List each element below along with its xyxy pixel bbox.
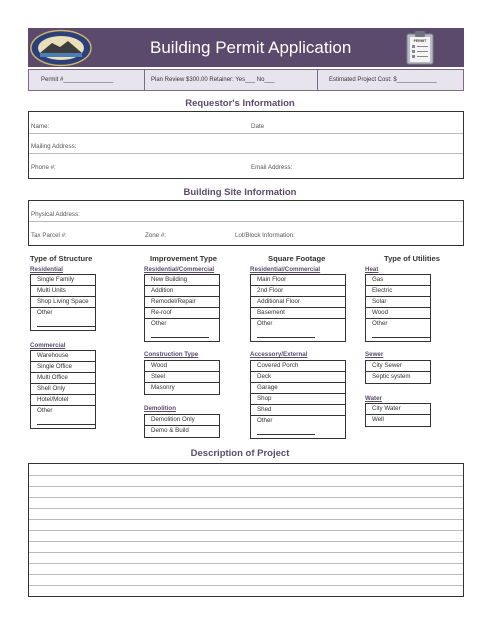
construction-list	[144, 360, 220, 395]
accessory-list	[250, 360, 346, 439]
option-deck[interactable]: Deck	[251, 372, 345, 383]
option-city-water[interactable]: City Water	[366, 404, 430, 415]
option-footage-other[interactable]: Other	[251, 319, 345, 341]
option-commercial-other[interactable]: Other	[31, 406, 95, 428]
accessory-label: Accessory/External	[250, 351, 308, 358]
description-rule-line	[29, 475, 463, 476]
email-field[interactable]: Email Address:	[251, 164, 293, 171]
mailing-address-field[interactable]: Mailing Address:	[31, 143, 77, 150]
description-rule-line	[29, 574, 463, 575]
description-rule-line	[29, 486, 463, 487]
site-section-title: Building Site Information	[183, 187, 297, 198]
option-re-roof[interactable]: Re-roof	[145, 308, 219, 319]
option-demo-build[interactable]: Demo & Build	[151, 427, 189, 434]
option-heat-wood[interactable]: Wood	[366, 308, 430, 319]
sewer-list	[365, 360, 431, 384]
option-remodel-repair[interactable]: Remodel/Repair	[145, 297, 219, 308]
option-septic-system[interactable]: Septic system	[372, 373, 411, 380]
requestor-box	[28, 111, 464, 179]
description-rule-line	[29, 563, 463, 564]
page-title: Building Permit Application	[150, 38, 352, 57]
description-rule-line	[29, 530, 463, 531]
option-2nd-floor[interactable]: 2nd Floor	[251, 286, 345, 297]
physical-address-field[interactable]: Physical Address:	[31, 211, 80, 218]
water-label: Water	[365, 395, 382, 402]
option-additional-floor[interactable]: Additional Floor	[251, 297, 345, 308]
option-hotel-motel[interactable]: Hotel/Motel	[31, 395, 95, 406]
sewer-label: Sewer	[365, 351, 384, 358]
option-demolition-only[interactable]: Demolition Only	[145, 415, 219, 426]
option-multi-units[interactable]: Multi Units	[31, 286, 95, 297]
permit-clipboard-icon	[406, 31, 434, 65]
residential-label: Residential	[30, 266, 64, 273]
option-masonry[interactable]: Masonry	[151, 384, 175, 391]
improvement-res-com-label: Residential/Commercial	[144, 266, 215, 273]
water-list	[365, 403, 431, 427]
date-field[interactable]: Date	[251, 123, 265, 130]
tax-parcel-field[interactable]: Tax Parcel #:	[31, 232, 67, 239]
demolition-label: Demolition	[144, 405, 176, 412]
option-heat-other[interactable]: Other	[366, 319, 430, 341]
option-shop-living-space[interactable]: Shop Living Space	[31, 297, 95, 308]
description-textarea[interactable]	[28, 463, 464, 597]
option-accessory-other[interactable]: Other	[251, 416, 345, 438]
option-gas[interactable]: Gas	[366, 275, 430, 286]
option-well[interactable]: Well	[372, 416, 384, 423]
footage-res-com-label: Residential/Commercial	[250, 266, 321, 273]
zone-field[interactable]: Zone #:	[145, 232, 166, 239]
option-electric[interactable]: Electric	[366, 286, 430, 297]
description-rule-line	[29, 497, 463, 498]
option-city-sewer[interactable]: City Sewer	[366, 361, 430, 372]
option-shop[interactable]: Shop	[251, 394, 345, 405]
option-multi-office[interactable]: Multi Office	[31, 373, 95, 384]
structure-heading: Type of Structure	[30, 254, 93, 263]
option-solar[interactable]: Solar	[366, 297, 430, 308]
option-addition[interactable]: Addition	[145, 286, 219, 297]
footage-heading: Square Footage	[268, 254, 326, 263]
plan-review-field[interactable]: Plan Review $300.00 Retainer: Yes___ No___	[151, 77, 275, 83]
heat-list	[365, 274, 431, 342]
option-basement[interactable]: Basement	[251, 308, 345, 319]
site-box	[28, 200, 464, 246]
requestor-section-title: Requestor's Information	[185, 98, 295, 109]
commercial-structure-list	[30, 350, 96, 429]
option-new-building[interactable]: New Building	[145, 275, 219, 286]
option-improvement-other[interactable]: Other	[145, 319, 219, 341]
option-single-office[interactable]: Single Office	[31, 362, 95, 373]
description-rule-line	[29, 541, 463, 542]
town-seal-logo	[30, 29, 92, 67]
phone-field[interactable]: Phone #:	[31, 164, 56, 171]
option-covered-porch[interactable]: Covered Porch	[251, 361, 345, 372]
option-warehouse[interactable]: Warehouse	[31, 351, 95, 362]
footage-list	[250, 274, 346, 342]
description-rule-line	[29, 519, 463, 520]
lot-block-field[interactable]: Lot/Block Information:	[235, 232, 295, 239]
description-rule-line	[29, 552, 463, 553]
commercial-label: Commercial	[30, 342, 66, 349]
residential-structure-list	[30, 274, 96, 331]
description-section-title: Description of Project	[190, 448, 290, 459]
option-structure-other[interactable]: Other	[31, 308, 95, 330]
improvement-heading: Improvement Type	[150, 254, 217, 263]
construction-type-label: Construction Type	[144, 351, 199, 358]
name-field[interactable]: Name:	[31, 123, 50, 130]
option-shed[interactable]: Shed	[251, 405, 345, 416]
permit-number-field[interactable]: Permit #_______________	[41, 77, 114, 83]
option-garage[interactable]: Garage	[251, 383, 345, 394]
description-rule-line	[29, 508, 463, 509]
option-steel[interactable]: Steel	[145, 372, 219, 383]
permit-info-bar	[28, 69, 464, 91]
estimated-cost-field[interactable]: Estimated Project Cost: $____________	[329, 77, 437, 83]
option-wood[interactable]: Wood	[145, 361, 219, 372]
description-rule-line	[29, 585, 463, 586]
improvement-list	[144, 274, 220, 342]
demolition-list	[144, 414, 220, 438]
option-single-family[interactable]: Single Family	[31, 275, 95, 286]
svg-text:PERMIT: PERMIT	[413, 39, 427, 43]
heat-label: Heat	[365, 266, 379, 273]
option-shell-only[interactable]: Shell Only	[31, 384, 95, 395]
utilities-heading: Type of Utilities	[384, 254, 440, 263]
option-main-floor[interactable]: Main Floor	[251, 275, 345, 286]
